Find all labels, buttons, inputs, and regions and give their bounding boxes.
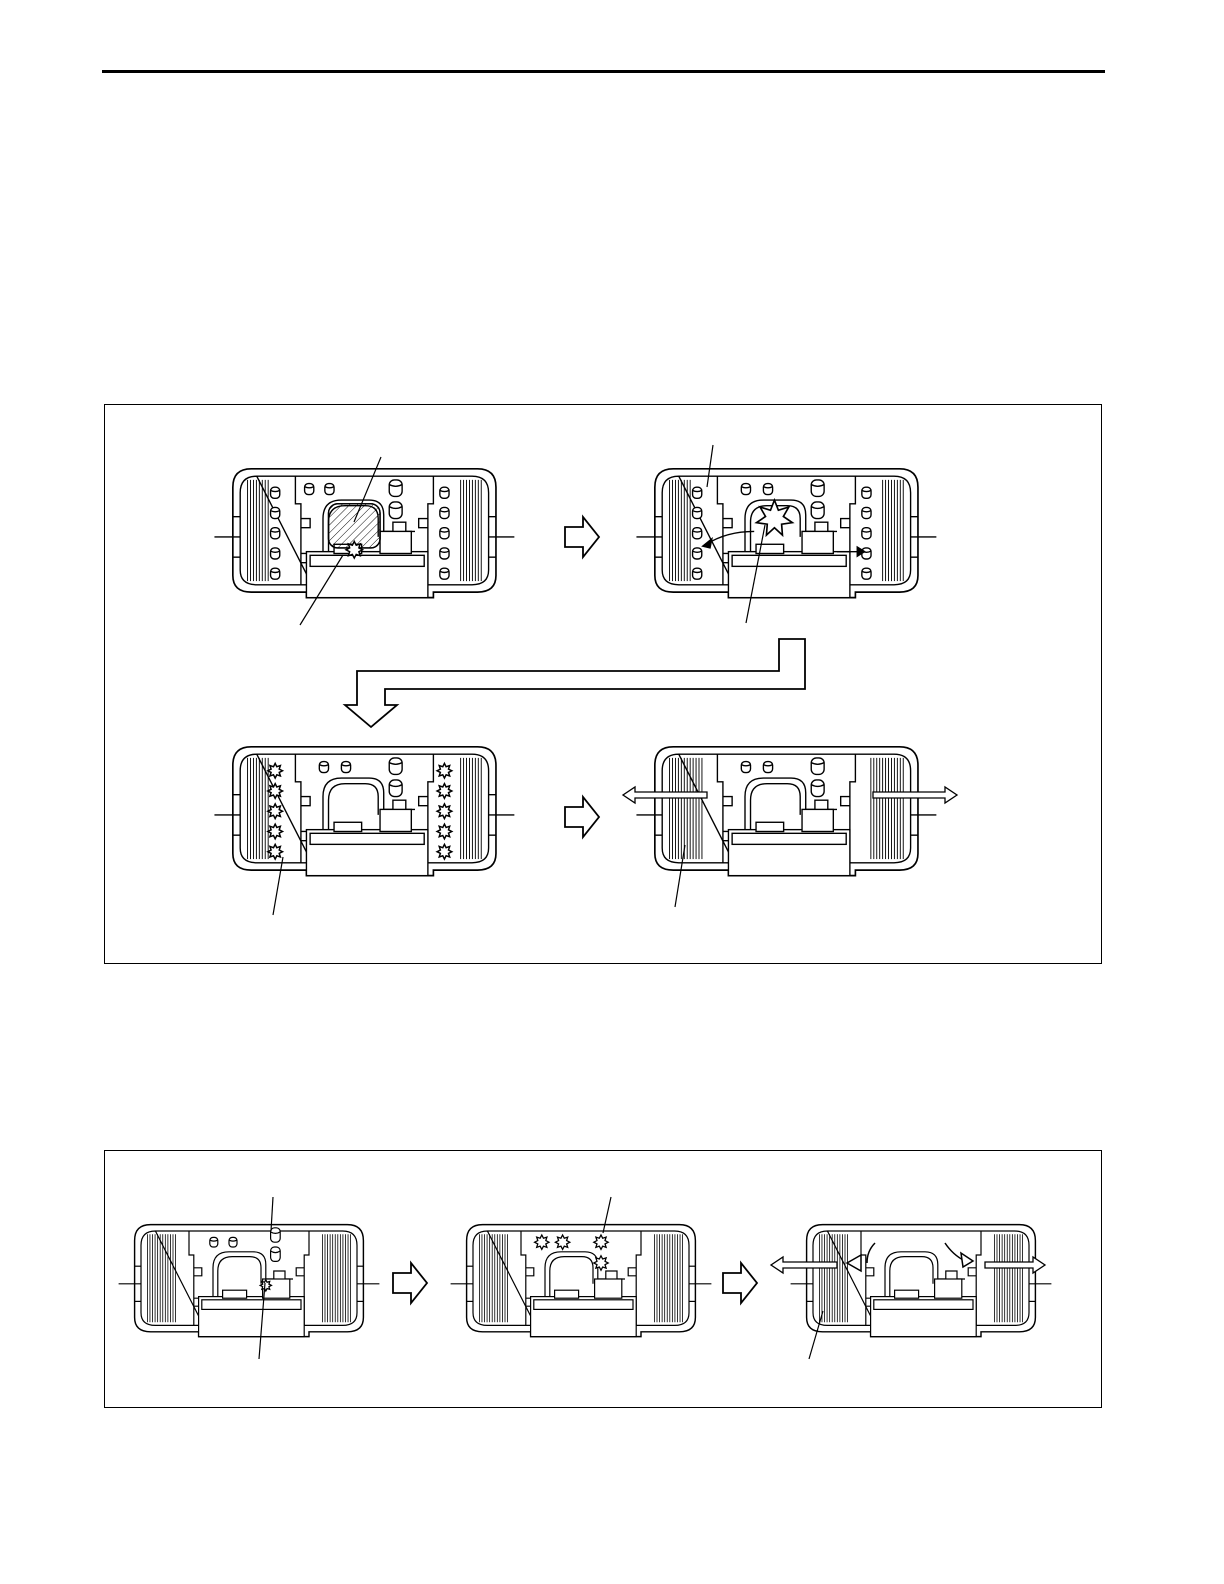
gas-cell-icon xyxy=(271,507,280,518)
burst-star-icon xyxy=(268,784,283,799)
gas-cell-icon xyxy=(440,568,449,579)
gas-cell-icon xyxy=(763,762,772,773)
gas-cell-icon xyxy=(811,780,824,797)
gas-cell-icon xyxy=(693,548,702,559)
burst-star-icon xyxy=(535,1235,549,1249)
elbow-arrow-icon xyxy=(345,639,805,727)
gas-cell-icon xyxy=(862,507,871,518)
igniter-pin xyxy=(334,822,362,831)
burst-star-icon xyxy=(437,844,452,859)
header-rule xyxy=(102,70,1105,73)
burst-star-icon xyxy=(268,824,283,839)
igniter-pin xyxy=(756,822,784,831)
igniter-base xyxy=(531,1297,637,1337)
gas-cell-icon xyxy=(271,1247,281,1261)
inner-block xyxy=(595,1279,622,1298)
gas-cell-icon xyxy=(811,758,824,775)
figure-2-diagram xyxy=(105,1151,1103,1409)
gas-cell-icon xyxy=(440,548,449,559)
inner-block xyxy=(935,1279,962,1298)
gas-cell-icon xyxy=(389,758,402,775)
arrow-right-icon xyxy=(565,797,599,837)
gas-cell-icon xyxy=(271,487,280,498)
gas-cell-icon xyxy=(811,480,824,497)
figure-2-panel xyxy=(104,1150,1102,1408)
figure-1-stage-3 xyxy=(214,747,514,876)
figure-1-panel xyxy=(104,404,1102,964)
gas-cell-icon xyxy=(440,487,449,498)
figure-2-stage-3 xyxy=(791,1225,1052,1337)
gas-cell-icon xyxy=(693,487,702,498)
gas-cell-icon xyxy=(440,507,449,518)
gas-cell-icon xyxy=(325,484,334,495)
figure-1-stage-4 xyxy=(636,747,936,876)
gas-cell-icon xyxy=(862,568,871,579)
gas-cell-icon xyxy=(693,507,702,518)
gas-cell-icon xyxy=(229,1237,237,1247)
igniter-pin xyxy=(895,1290,919,1298)
igniter-base xyxy=(871,1297,977,1337)
arrow-right-icon xyxy=(393,1263,427,1303)
gas-cell-icon xyxy=(741,762,750,773)
gas-cell-icon xyxy=(341,762,350,773)
gas-cell-icon xyxy=(271,528,280,539)
inner-block xyxy=(380,531,411,553)
gas-cell-icon xyxy=(305,484,314,495)
gas-cell-icon xyxy=(862,487,871,498)
igniter-base xyxy=(199,1297,305,1337)
igniter-base xyxy=(728,552,849,598)
burst-star-icon xyxy=(594,1256,608,1270)
inner-block xyxy=(380,809,411,831)
gas-cell-icon xyxy=(389,780,402,797)
burst-star-icon xyxy=(555,1235,569,1249)
burst-star-icon xyxy=(346,542,363,559)
gas-cell-icon xyxy=(741,484,750,495)
igniter-base xyxy=(306,830,427,876)
gas-cell-icon xyxy=(210,1237,218,1247)
gas-cell-icon xyxy=(271,548,280,559)
burst-star-icon xyxy=(437,763,452,778)
gas-cell-icon xyxy=(319,762,328,773)
igniter-base xyxy=(728,830,849,876)
igniter-pin xyxy=(223,1290,247,1298)
figure-2-stage-1 xyxy=(119,1225,380,1337)
figure-1-stage-1 xyxy=(214,469,514,598)
burst-star-icon xyxy=(268,804,283,819)
gas-cell-icon xyxy=(693,568,702,579)
gas-cell-icon xyxy=(271,1228,281,1242)
inner-block xyxy=(802,809,833,831)
gas-cell-icon xyxy=(811,502,824,519)
gas-cell-icon xyxy=(389,480,402,497)
burst-star-icon xyxy=(260,1280,271,1291)
igniter-base xyxy=(306,552,427,598)
igniter-pin xyxy=(555,1290,579,1298)
burst-star-icon xyxy=(437,784,452,799)
burst-star-icon xyxy=(437,824,452,839)
burst-star-icon xyxy=(594,1235,608,1249)
figure-1-diagram xyxy=(105,405,1103,965)
gas-cell-icon xyxy=(862,548,871,559)
figure-2-stage-2 xyxy=(451,1225,712,1337)
gas-cell-icon xyxy=(389,502,402,519)
burst-star-icon xyxy=(268,844,283,859)
arrow-right-icon xyxy=(723,1263,757,1303)
figure-1-stage-2 xyxy=(636,469,936,598)
arrow-right-icon xyxy=(565,517,599,557)
gas-cell-icon xyxy=(862,528,871,539)
gas-cell-icon xyxy=(693,528,702,539)
burst-star-icon xyxy=(437,804,452,819)
gas-cell-icon xyxy=(271,568,280,579)
inner-block xyxy=(802,531,833,553)
gas-cell-icon xyxy=(440,528,449,539)
gas-cell-icon xyxy=(763,484,772,495)
burst-star-icon xyxy=(268,763,283,778)
